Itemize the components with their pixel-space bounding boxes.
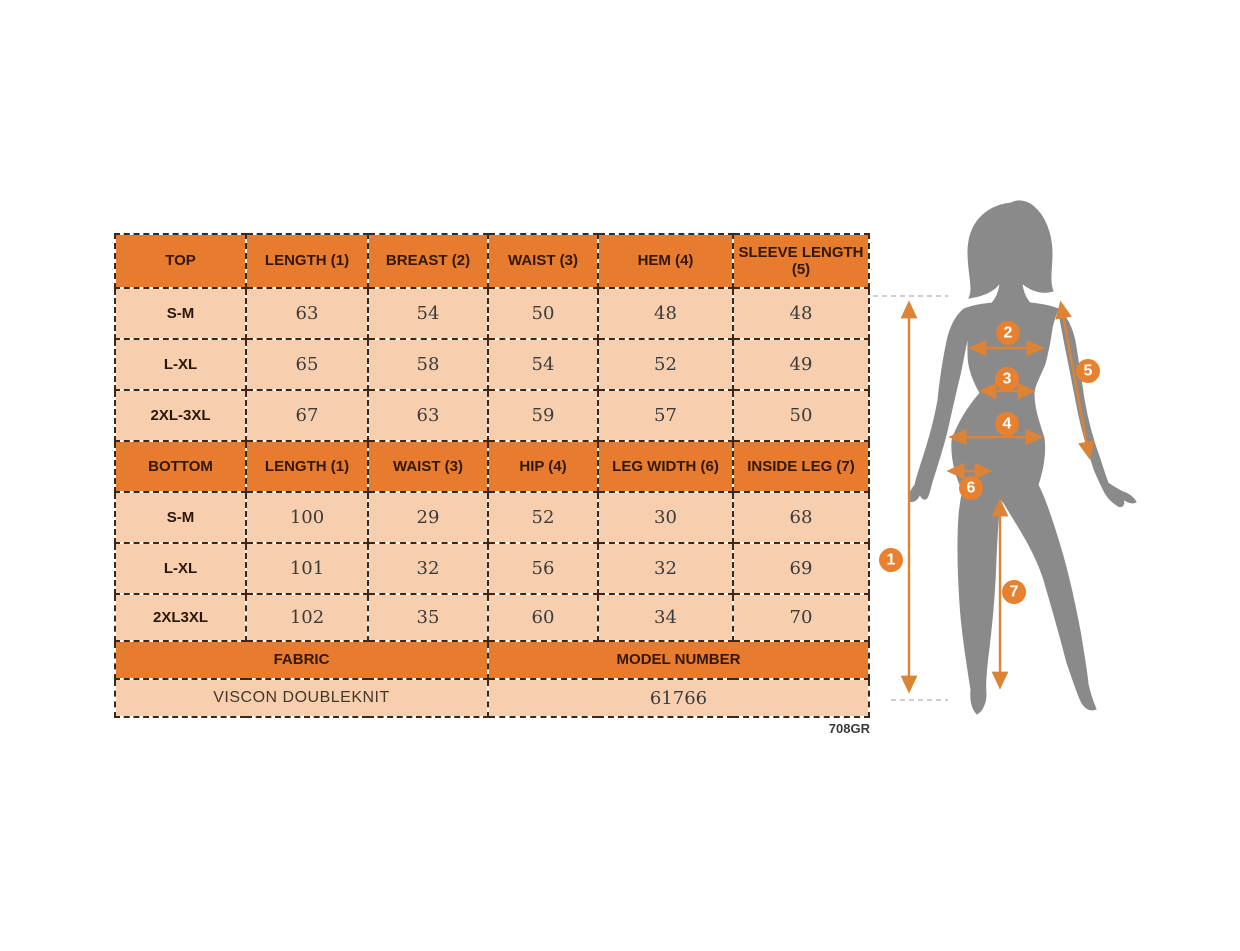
table-row: [115, 492, 869, 543]
table-cell: 50: [733, 390, 869, 441]
table-cell: 50: [488, 288, 598, 339]
column-header-inside-leg: INSIDE LEG (7): [733, 441, 869, 492]
badge-3: [995, 367, 1019, 391]
badge-5-label: 5: [1083, 362, 1093, 380]
row-label: L-XL: [115, 543, 246, 594]
table-cell: 54: [368, 288, 488, 339]
badge-4-label: 4: [1002, 415, 1012, 433]
badge-4: [995, 412, 1019, 436]
table-cell: 56: [488, 543, 598, 594]
column-header-leg-width: LEG WIDTH (6): [598, 441, 733, 492]
table-cell: 58: [368, 339, 488, 390]
table-row: [115, 288, 869, 339]
badge-6: [959, 476, 983, 500]
top-header-row: [115, 234, 869, 288]
table-row: [115, 339, 869, 390]
footer-header-row: [115, 641, 869, 679]
row-label: 2XL3XL: [115, 594, 246, 641]
column-header-breast: BREAST (2): [368, 234, 488, 288]
table-cell: 49: [733, 339, 869, 390]
column-header-length: LENGTH (1): [246, 234, 368, 288]
row-label: L-XL: [115, 339, 246, 390]
fabric-value: VISCON DOUBLEKNIT: [115, 679, 488, 717]
table-cell: 57: [598, 390, 733, 441]
badge-3-label: 3: [1002, 370, 1012, 388]
measurement-figure: [868, 195, 1163, 757]
table-cell: 30: [598, 492, 733, 543]
model-number-value: 61766: [488, 679, 869, 717]
table-cell: 52: [598, 339, 733, 390]
badge-2-label: 2: [1003, 324, 1013, 342]
table-cell: 35: [368, 594, 488, 641]
badge-7-label: 7: [1009, 583, 1019, 601]
column-header-sleeve-length: SLEEVE LENGTH (5): [733, 234, 869, 288]
badge-1-label: 1: [886, 551, 896, 569]
table-cell: 100: [246, 492, 368, 543]
table-cell: 70: [733, 594, 869, 641]
table-cell: 69: [733, 543, 869, 594]
table-cell: 48: [598, 288, 733, 339]
table-cell: 60: [488, 594, 598, 641]
column-header-waist: WAIST (3): [368, 441, 488, 492]
table-cell: 65: [246, 339, 368, 390]
table-cell: 102: [246, 594, 368, 641]
footer-value-row: [115, 679, 869, 717]
badge-2: [996, 321, 1020, 345]
table-cell: 32: [598, 543, 733, 594]
column-header-hem: HEM (4): [598, 234, 733, 288]
row-label: S-M: [115, 492, 246, 543]
row-label: 2XL-3XL: [115, 390, 246, 441]
table-cell: 29: [368, 492, 488, 543]
table-row: [115, 543, 869, 594]
table-row: [115, 390, 869, 441]
badge-6-label: 6: [966, 479, 976, 497]
table-cell: 101: [246, 543, 368, 594]
table-cell: 63: [368, 390, 488, 441]
female-silhouette-diagram: [868, 195, 1163, 757]
table-cell: 34: [598, 594, 733, 641]
table-cell: 63: [246, 288, 368, 339]
column-header-bottom: BOTTOM: [115, 441, 246, 492]
column-header-length: LENGTH (1): [246, 441, 368, 492]
table-cell: 68: [733, 492, 869, 543]
model-number-header: MODEL NUMBER: [488, 641, 869, 679]
bottom-header-row: [115, 441, 869, 492]
style-code-label: 708GR: [828, 721, 870, 736]
table-row: [115, 594, 869, 641]
column-header-hip: HIP (4): [488, 441, 598, 492]
column-header-top: TOP: [115, 234, 246, 288]
table-cell: 48: [733, 288, 869, 339]
table-cell: 52: [488, 492, 598, 543]
badge-5: [1076, 359, 1100, 383]
female-silhouette: [909, 201, 1136, 714]
badge-7: [1002, 580, 1026, 604]
table-cell: 54: [488, 339, 598, 390]
row-label: S-M: [115, 288, 246, 339]
table-cell: 59: [488, 390, 598, 441]
table-cell: 67: [246, 390, 368, 441]
fabric-header: FABRIC: [115, 641, 488, 679]
size-chart-table: [114, 233, 870, 718]
column-header-waist: WAIST (3): [488, 234, 598, 288]
table-cell: 32: [368, 543, 488, 594]
badge-1: [879, 548, 903, 572]
